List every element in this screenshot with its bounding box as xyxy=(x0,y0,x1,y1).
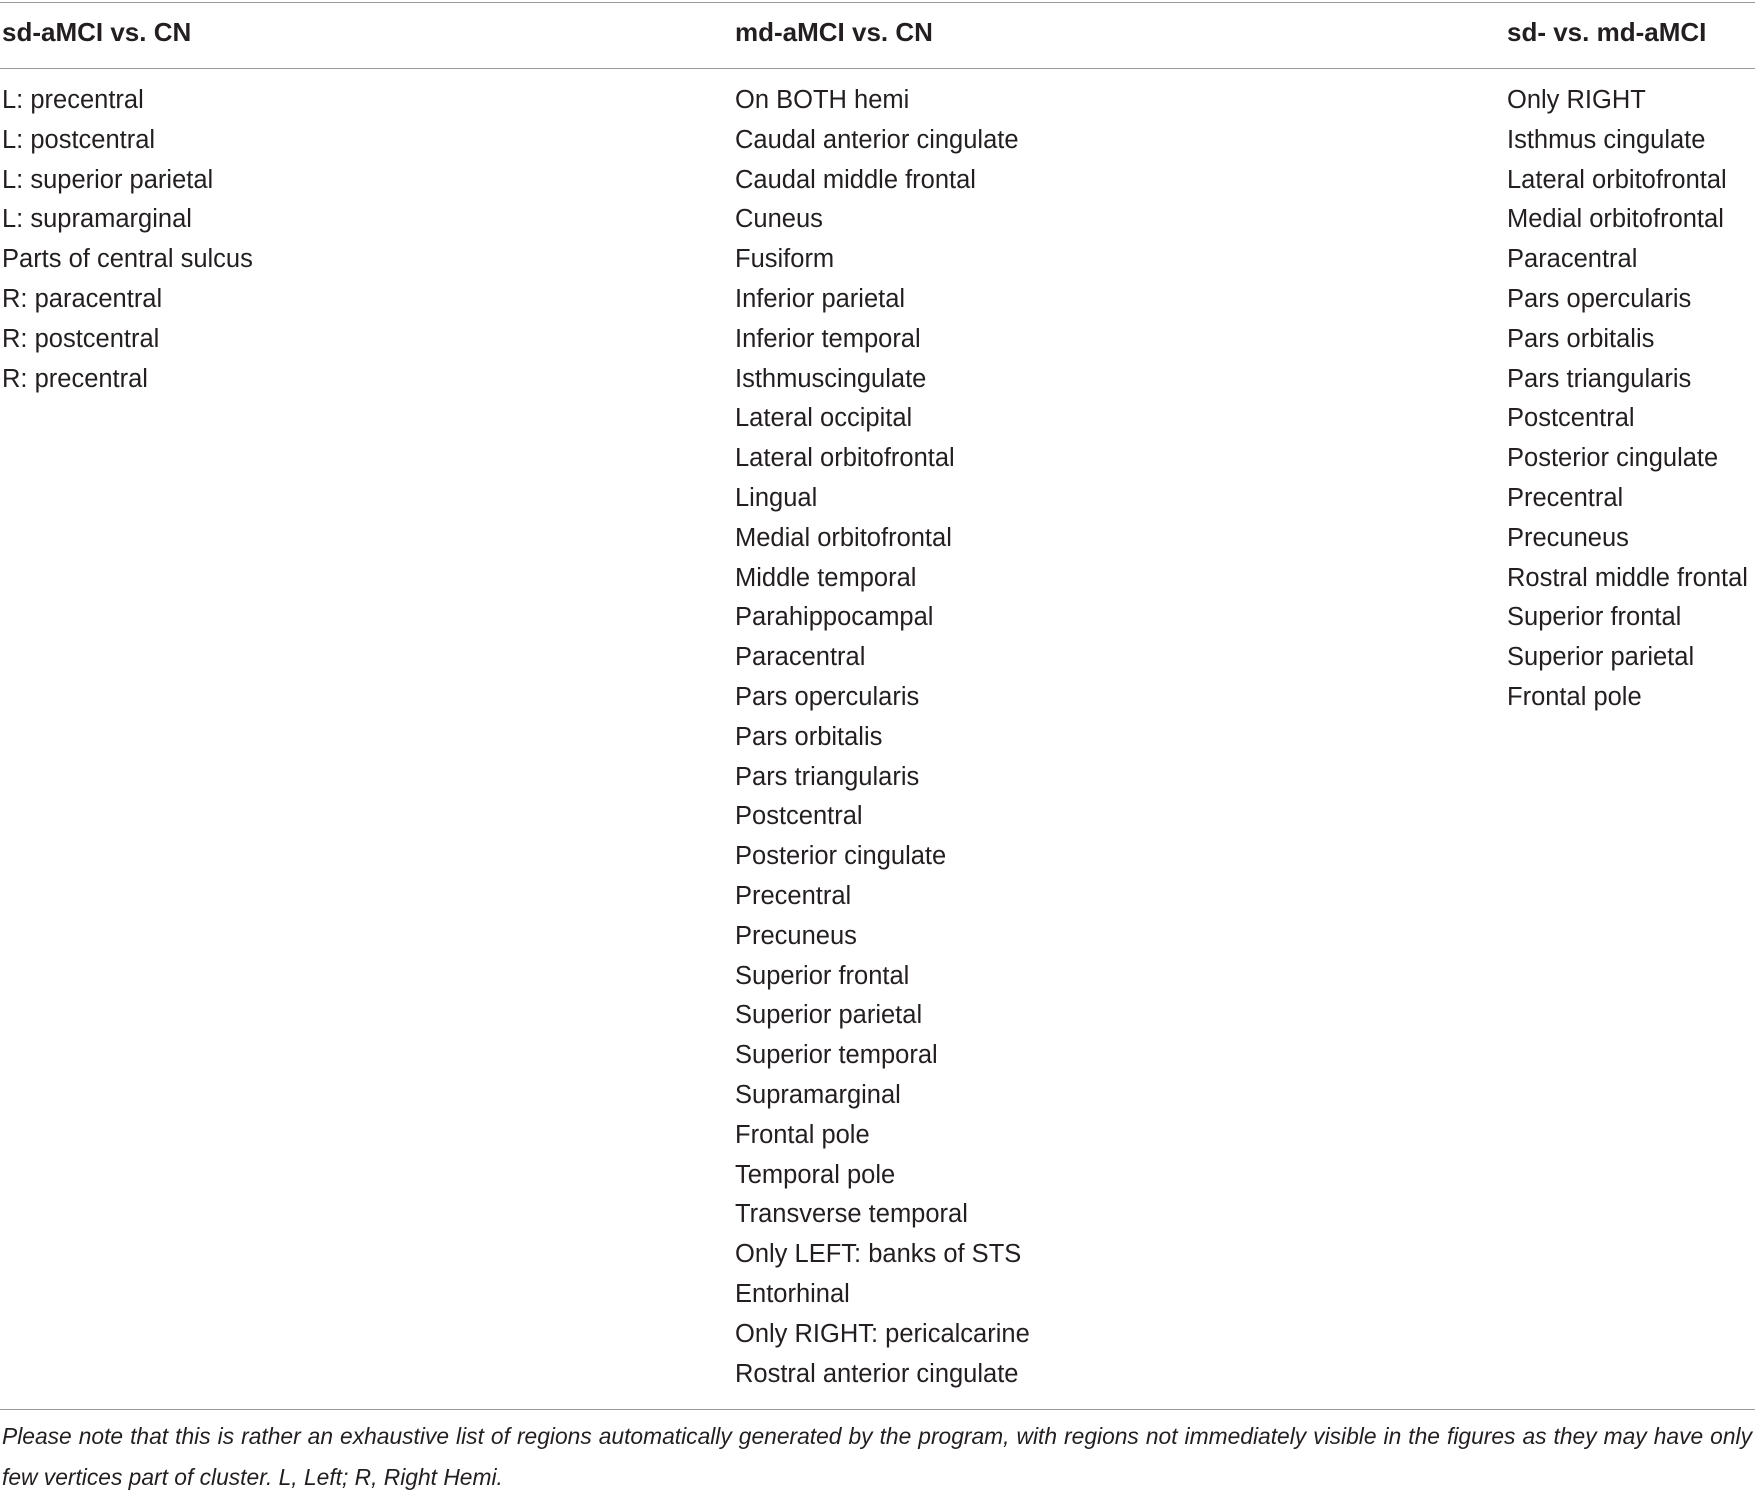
region-cell: Posterior cingulate xyxy=(1507,444,1719,473)
region-cell: Lingual xyxy=(735,483,818,512)
region-cell: R: paracentral xyxy=(2,284,163,313)
region-cell: Caudal middle frontal xyxy=(735,165,976,194)
region-cell: R: postcentral xyxy=(2,324,160,353)
region-cell: Medial orbitofrontal xyxy=(735,523,952,552)
region-cell: Precuneus xyxy=(735,921,857,950)
region-cell: Medial orbitofrontal xyxy=(1507,205,1724,234)
region-cell: Lateral occipital xyxy=(735,404,913,433)
region-cell: Caudal anterior cingulate xyxy=(735,125,1019,154)
region-cell: Inferior parietal xyxy=(735,284,906,313)
region-cell: L: postcentral xyxy=(2,125,156,154)
region-cell: Entorhinal xyxy=(735,1279,850,1308)
region-cell: Transverse temporal xyxy=(735,1200,968,1229)
column-header-md-amci-vs-cn: md-aMCI vs. CN xyxy=(735,17,933,47)
region-cell: Fusiform xyxy=(735,245,835,274)
table-bottom-rule xyxy=(0,1409,1755,1410)
column-sd-vs-md-amci xyxy=(1507,83,1748,720)
region-cell: Postcentral xyxy=(735,802,863,831)
region-cell: Precentral xyxy=(735,881,852,910)
region-cell: Superior parietal xyxy=(1507,643,1695,672)
header-rule xyxy=(0,68,1755,69)
region-cell: Temporal pole xyxy=(735,1160,896,1189)
region-cell: L: precentral xyxy=(2,86,144,114)
region-cell: Frontal pole xyxy=(735,1120,870,1149)
region-cell: Only LEFT: banks of STS xyxy=(735,1240,1022,1269)
table-footnote: Please note that this is rather an exhaustive list of regions automatically generated by the program, with regions not immediately visible in the figures as they may have only few vertices part of cluster. L, Left; R, Right Hemi. xyxy=(2,1423,1752,1490)
region-cell: Paracentral xyxy=(1507,245,1638,274)
region-cell: Lateral orbitofrontal xyxy=(1507,165,1727,194)
region-cell: Frontal pole xyxy=(1507,682,1642,711)
region-cell: Pars opercularis xyxy=(1507,284,1692,313)
region-cell: Isthmus cingulate xyxy=(1507,125,1706,154)
region-cell: Postcentral xyxy=(1507,404,1635,433)
region-cell: Rostral middle frontal xyxy=(1507,563,1748,592)
region-cell: Superior frontal xyxy=(735,961,910,990)
region-cell: Pars triangularis xyxy=(1507,364,1692,393)
region-cell: Superior temporal xyxy=(735,1041,938,1070)
region-cell: Precentral xyxy=(1507,483,1624,512)
region-cell: Cuneus xyxy=(735,205,823,234)
region-cell: Middle temporal xyxy=(735,563,917,592)
region-cell: Posterior cingulate xyxy=(735,842,947,871)
region-cell: Pars triangularis xyxy=(735,762,920,791)
region-cell: Rostral anterior cingulate xyxy=(735,1359,1019,1388)
region-cell: Pars orbitalis xyxy=(1507,324,1655,353)
region-cell: Only RIGHT: pericalcarine xyxy=(735,1319,1030,1348)
region-cell: Pars orbitalis xyxy=(735,722,883,751)
column-header-sd-amci-vs-cn: sd-aMCI vs. CN xyxy=(2,17,192,47)
region-cell: L: superior parietal xyxy=(2,165,214,194)
region-cell: On BOTH hemi xyxy=(735,86,910,114)
region-cell: Isthmuscingulate xyxy=(735,364,927,393)
region-cell: Pars opercularis xyxy=(735,682,920,711)
region-cell: Only RIGHT xyxy=(1507,86,1646,114)
column-header-sd-vs-md-amci: sd- vs. md-aMCI xyxy=(1507,17,1707,47)
region-cell: Superior parietal xyxy=(735,1001,923,1030)
region-cell: Superior frontal xyxy=(1507,603,1682,632)
region-cell: L: supramarginal xyxy=(2,205,192,234)
table-top-rule xyxy=(0,2,1755,3)
region-cell: Supramarginal xyxy=(735,1080,901,1109)
region-cell: Inferior temporal xyxy=(735,324,921,353)
region-cell: Precuneus xyxy=(1507,523,1629,552)
column-md-amci-vs-cn xyxy=(735,83,1030,1396)
column-sd-amci-vs-cn xyxy=(2,83,253,401)
region-cell: Parahippocampal xyxy=(735,603,934,632)
region-cell: Lateral orbitofrontal xyxy=(735,444,955,473)
region-cell: R: precentral xyxy=(2,364,148,393)
region-cell: Paracentral xyxy=(735,643,866,672)
region-cell: Parts of central sulcus xyxy=(2,245,253,274)
